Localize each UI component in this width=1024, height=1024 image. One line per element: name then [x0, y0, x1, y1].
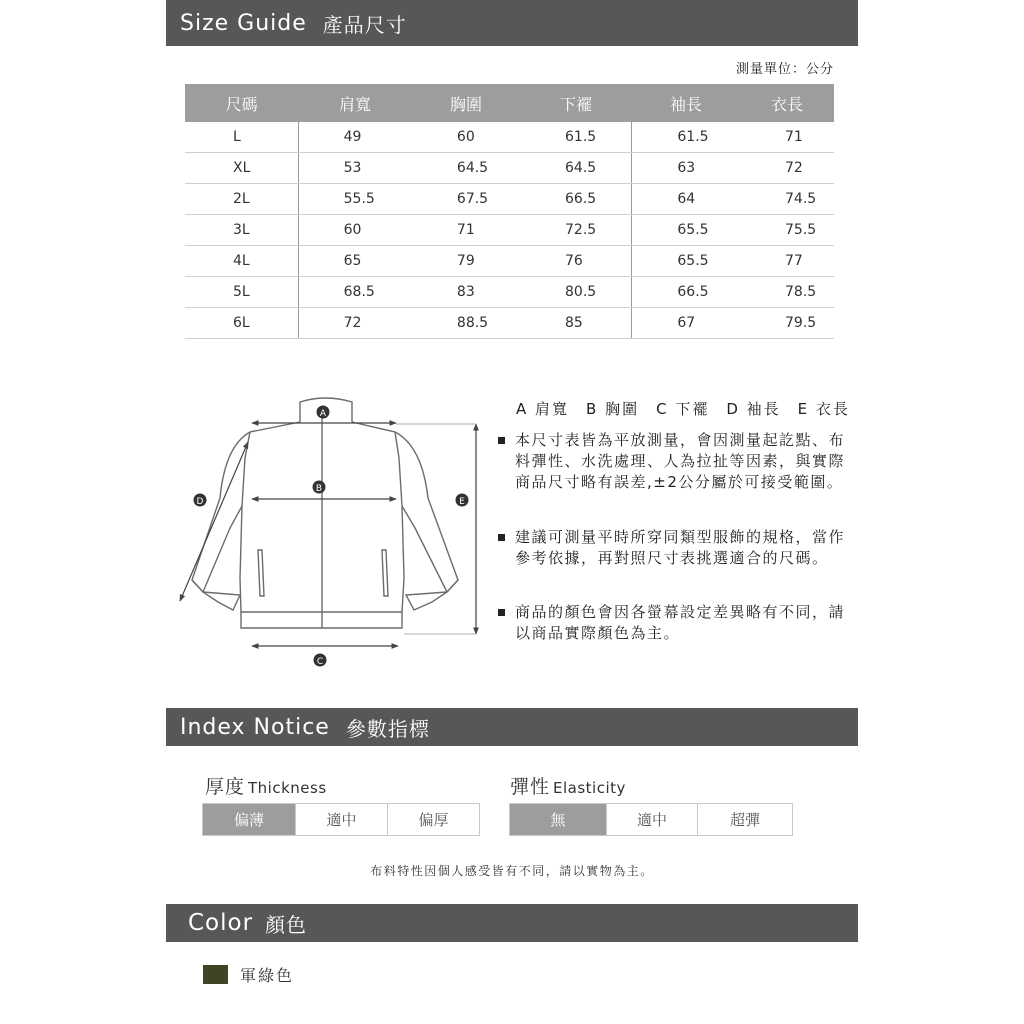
- table-row: [185, 215, 834, 246]
- color-header: [166, 904, 858, 942]
- table-cell: 79.5: [740, 308, 834, 339]
- size-guide-header: [166, 0, 858, 46]
- table-cell: 64.5: [412, 153, 520, 184]
- thickness-label-zh: 厚度: [205, 776, 246, 798]
- table-cell: 75.5: [740, 215, 834, 246]
- table-cell: 83: [412, 277, 520, 308]
- marker-b: [313, 481, 326, 495]
- measurement-legend: A 肩寬 B 胸圍 C 下襬 D 袖長 E 衣長: [516, 400, 850, 418]
- color-swatch-label: 軍綠色: [240, 966, 295, 985]
- elasticity-option: 超彈: [697, 804, 792, 835]
- bullet-square-icon: [498, 534, 505, 541]
- table-row: [185, 184, 834, 215]
- table-cell: 72: [298, 308, 412, 339]
- svg-text:D: D: [196, 497, 204, 507]
- table-cell: 2L: [185, 184, 298, 215]
- table-cell: 72: [740, 153, 834, 184]
- table-cell: 61.5: [632, 122, 740, 153]
- table-cell: 5L: [185, 277, 298, 308]
- table-cell: 88.5: [412, 308, 520, 339]
- bullet-square-icon: [498, 437, 505, 444]
- table-cell: 77: [740, 246, 834, 277]
- thickness-option: 適中: [295, 804, 387, 835]
- table-cell: 85: [520, 308, 632, 339]
- table-row: [185, 122, 834, 153]
- table-cell: 79: [412, 246, 520, 277]
- table-cell: 66.5: [520, 184, 632, 215]
- extension-lines: [396, 424, 476, 634]
- elasticity-label-zh: 彈性: [510, 776, 551, 798]
- header-sleeve: 袖長: [632, 84, 740, 122]
- table-row: [185, 153, 834, 184]
- table-row: [185, 308, 834, 339]
- table-cell: 67.5: [412, 184, 520, 215]
- table-cell: 63: [632, 153, 740, 184]
- elasticity-option: 適中: [606, 804, 697, 835]
- header-hem: 下襬: [520, 84, 632, 122]
- svg-text:A: A: [319, 409, 327, 419]
- table-cell: 80.5: [520, 277, 632, 308]
- table-cell: 60: [298, 215, 412, 246]
- table-cell: 66.5: [632, 277, 740, 308]
- svg-text:C: C: [316, 657, 324, 667]
- table-cell: 60: [412, 122, 520, 153]
- note-item: [498, 430, 848, 493]
- size-table: [185, 84, 834, 339]
- table-cell: 76: [520, 246, 632, 277]
- note-item: [498, 527, 848, 569]
- jacket-measurement-diagram: [170, 388, 490, 678]
- table-cell: 3L: [185, 215, 298, 246]
- table-cell: 74.5: [740, 184, 834, 215]
- bullet-square-icon: [498, 609, 505, 616]
- table-cell: 64.5: [520, 153, 632, 184]
- table-cell: 53: [298, 153, 412, 184]
- note-item: [498, 602, 848, 644]
- header-size: 尺碼: [185, 84, 298, 122]
- marker-e: [456, 494, 469, 508]
- table-cell: 72.5: [520, 215, 632, 246]
- elasticity-scale: [509, 803, 793, 836]
- thickness-option: 偏薄: [203, 804, 295, 835]
- table-cell: 49: [298, 122, 412, 153]
- table-cell: 68.5: [298, 277, 412, 308]
- header-length: 衣長: [740, 84, 834, 122]
- table-cell: XL: [185, 153, 298, 184]
- table-cell: 65: [298, 246, 412, 277]
- elasticity-label: [510, 772, 626, 799]
- size-guide-title-zh: 產品尺寸: [322, 12, 407, 37]
- marker-d: [194, 494, 207, 508]
- size-table-header-row: [185, 84, 834, 122]
- index-notice-header: [166, 708, 858, 746]
- thickness-label-en: Thickness: [248, 779, 327, 797]
- table-cell: 78.5: [740, 277, 834, 308]
- table-cell: 71: [412, 215, 520, 246]
- header-shoulder: 肩寬: [298, 84, 412, 122]
- table-cell: 6L: [185, 308, 298, 339]
- table-cell: L: [185, 122, 298, 153]
- thickness-option: 偏厚: [387, 804, 479, 835]
- svg-text:B: B: [315, 484, 323, 494]
- elasticity-option: 無: [510, 804, 606, 835]
- table-cell: 71: [740, 122, 834, 153]
- table-cell: 4L: [185, 246, 298, 277]
- index-notice-title-zh: 參數指標: [345, 716, 430, 741]
- size-guide-title-en: Size Guide: [180, 10, 307, 36]
- header-chest: 胸圍: [412, 84, 520, 122]
- table-cell: 64: [632, 184, 740, 215]
- table-cell: 67: [632, 308, 740, 339]
- table-cell: 65.5: [632, 246, 740, 277]
- marker-a: [317, 406, 330, 420]
- fabric-footnote: 布料特性因個人感受皆有不同，請以實物為主。: [370, 864, 654, 878]
- marker-c: [314, 654, 327, 668]
- thickness-scale: [202, 803, 480, 836]
- index-notice-title-en: Index Notice: [180, 714, 330, 740]
- note-text: 本尺寸表皆為平放測量，會因測量起訖點、布料彈性、水洗處理、人為拉扯等因素，與實際商品尺寸略有誤差,±2公分屬於可接受範圍。: [515, 431, 846, 491]
- table-cell: 65.5: [632, 215, 740, 246]
- thickness-label: [205, 772, 327, 799]
- color-swatch: [203, 965, 228, 984]
- elasticity-label-en: Elasticity: [553, 779, 626, 797]
- table-cell: 55.5: [298, 184, 412, 215]
- jacket-outline: [192, 398, 458, 628]
- table-row: [185, 277, 834, 308]
- note-text: 建議可測量平時所穿同類型服飾的規格，當作參考依據，再對照尺寸表挑選適合的尺碼。: [515, 528, 846, 567]
- table-cell: 61.5: [520, 122, 632, 153]
- color-title-zh: 顏色: [265, 912, 308, 937]
- svg-text:E: E: [459, 497, 465, 507]
- note-text: 商品的顏色會因各螢幕設定差異略有不同，請以商品實際顏色為主。: [515, 603, 846, 642]
- color-title-en: Color: [188, 910, 254, 936]
- unit-label: 測量單位：公分: [735, 62, 834, 77]
- table-row: [185, 246, 834, 277]
